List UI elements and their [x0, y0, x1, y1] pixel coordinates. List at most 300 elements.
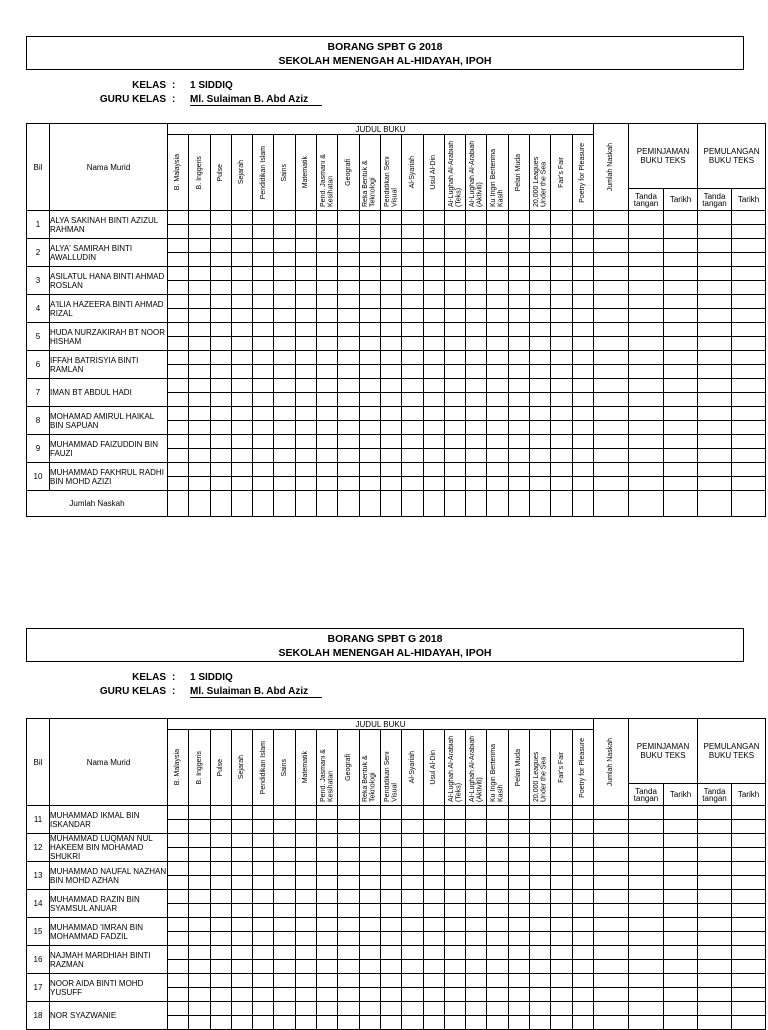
entry-cell[interactable]: [168, 848, 189, 862]
entry-cell[interactable]: [231, 904, 252, 918]
entry-cell[interactable]: [380, 1002, 401, 1016]
entry-cell[interactable]: [594, 806, 629, 820]
entry-cell[interactable]: [231, 932, 252, 946]
entry-cell[interactable]: [168, 862, 189, 876]
entry-cell[interactable]: [189, 890, 210, 904]
entry-cell[interactable]: [594, 946, 629, 960]
entry-cell[interactable]: [444, 281, 465, 295]
entry-cell[interactable]: [508, 435, 529, 449]
entry-cell[interactable]: [380, 834, 401, 848]
entry-cell[interactable]: [423, 295, 444, 309]
entry-cell[interactable]: [317, 862, 338, 876]
entry-cell[interactable]: [253, 820, 274, 834]
entry-cell[interactable]: [317, 253, 338, 267]
entry-cell[interactable]: [402, 932, 423, 946]
entry-cell[interactable]: [210, 876, 231, 890]
entry-cell[interactable]: [698, 253, 732, 267]
entry-cell[interactable]: [338, 365, 359, 379]
entry-cell[interactable]: [466, 463, 487, 477]
entry-cell[interactable]: [466, 295, 487, 309]
entry-cell[interactable]: [317, 407, 338, 421]
entry-cell[interactable]: [189, 365, 210, 379]
entry-cell[interactable]: [210, 904, 231, 918]
entry-cell[interactable]: [210, 946, 231, 960]
entry-cell[interactable]: [466, 1002, 487, 1016]
entry-cell[interactable]: [530, 876, 551, 890]
entry-cell[interactable]: [295, 351, 316, 365]
entry-cell[interactable]: [551, 960, 572, 974]
entry-cell[interactable]: [664, 407, 698, 421]
entry-cell[interactable]: [359, 421, 380, 435]
entry-cell[interactable]: [295, 421, 316, 435]
entry-cell[interactable]: [629, 1016, 664, 1030]
entry-cell[interactable]: [530, 435, 551, 449]
total-cell[interactable]: [253, 491, 274, 517]
entry-cell[interactable]: [466, 421, 487, 435]
entry-cell[interactable]: [231, 834, 252, 848]
entry-cell[interactable]: [380, 435, 401, 449]
entry-cell[interactable]: [508, 393, 529, 407]
entry-cell[interactable]: [231, 393, 252, 407]
entry-cell[interactable]: [466, 932, 487, 946]
entry-cell[interactable]: [317, 974, 338, 988]
entry-cell[interactable]: [664, 449, 698, 463]
entry-cell[interactable]: [698, 309, 732, 323]
entry-cell[interactable]: [338, 379, 359, 393]
total-cell[interactable]: [359, 491, 380, 517]
entry-cell[interactable]: [359, 211, 380, 225]
entry-cell[interactable]: [487, 309, 508, 323]
entry-cell[interactable]: [423, 834, 444, 848]
entry-cell[interactable]: [253, 988, 274, 1002]
entry-cell[interactable]: [508, 351, 529, 365]
entry-cell[interactable]: [380, 974, 401, 988]
entry-cell[interactable]: [210, 281, 231, 295]
entry-cell[interactable]: [530, 239, 551, 253]
entry-cell[interactable]: [664, 393, 698, 407]
entry-cell[interactable]: [508, 323, 529, 337]
entry-cell[interactable]: [168, 876, 189, 890]
entry-cell[interactable]: [594, 918, 629, 932]
entry-cell[interactable]: [551, 295, 572, 309]
entry-cell[interactable]: [629, 323, 664, 337]
entry-cell[interactable]: [210, 379, 231, 393]
entry-cell[interactable]: [698, 477, 732, 491]
entry-cell[interactable]: [253, 477, 274, 491]
entry-cell[interactable]: [698, 904, 732, 918]
entry-cell[interactable]: [594, 988, 629, 1002]
entry-cell[interactable]: [664, 806, 698, 820]
entry-cell[interactable]: [210, 960, 231, 974]
entry-cell[interactable]: [629, 267, 664, 281]
entry-cell[interactable]: [487, 932, 508, 946]
entry-cell[interactable]: [594, 820, 629, 834]
entry-cell[interactable]: [530, 421, 551, 435]
entry-cell[interactable]: [466, 988, 487, 1002]
entry-cell[interactable]: [317, 281, 338, 295]
entry-cell[interactable]: [698, 918, 732, 932]
entry-cell[interactable]: [359, 267, 380, 281]
entry-cell[interactable]: [629, 848, 664, 862]
entry-cell[interactable]: [551, 876, 572, 890]
entry-cell[interactable]: [402, 225, 423, 239]
total-cell[interactable]: [295, 491, 316, 517]
entry-cell[interactable]: [274, 477, 295, 491]
entry-cell[interactable]: [732, 267, 766, 281]
entry-cell[interactable]: [629, 463, 664, 477]
entry-cell[interactable]: [508, 421, 529, 435]
entry-cell[interactable]: [551, 225, 572, 239]
entry-cell[interactable]: [487, 351, 508, 365]
entry-cell[interactable]: [380, 225, 401, 239]
entry-cell[interactable]: [210, 932, 231, 946]
entry-cell[interactable]: [594, 323, 629, 337]
entry-cell[interactable]: [231, 211, 252, 225]
entry-cell[interactable]: [338, 239, 359, 253]
entry-cell[interactable]: [231, 820, 252, 834]
entry-cell[interactable]: [402, 211, 423, 225]
entry-cell[interactable]: [444, 393, 465, 407]
entry-cell[interactable]: [629, 1002, 664, 1016]
entry-cell[interactable]: [732, 351, 766, 365]
entry-cell[interactable]: [253, 862, 274, 876]
entry-cell[interactable]: [466, 960, 487, 974]
entry-cell[interactable]: [444, 295, 465, 309]
entry-cell[interactable]: [629, 225, 664, 239]
entry-cell[interactable]: [466, 974, 487, 988]
entry-cell[interactable]: [508, 477, 529, 491]
entry-cell[interactable]: [487, 890, 508, 904]
entry-cell[interactable]: [423, 932, 444, 946]
entry-cell[interactable]: [210, 1002, 231, 1016]
entry-cell[interactable]: [664, 918, 698, 932]
entry-cell[interactable]: [380, 351, 401, 365]
entry-cell[interactable]: [168, 211, 189, 225]
entry-cell[interactable]: [466, 393, 487, 407]
entry-cell[interactable]: [664, 932, 698, 946]
entry-cell[interactable]: [487, 477, 508, 491]
entry-cell[interactable]: [402, 351, 423, 365]
entry-cell[interactable]: [551, 932, 572, 946]
entry-cell[interactable]: [664, 435, 698, 449]
entry-cell[interactable]: [466, 477, 487, 491]
entry-cell[interactable]: [530, 365, 551, 379]
entry-cell[interactable]: [274, 1016, 295, 1030]
entry-cell[interactable]: [551, 806, 572, 820]
entry-cell[interactable]: [629, 932, 664, 946]
entry-cell[interactable]: [295, 281, 316, 295]
entry-cell[interactable]: [664, 988, 698, 1002]
entry-cell[interactable]: [487, 393, 508, 407]
entry-cell[interactable]: [295, 267, 316, 281]
entry-cell[interactable]: [594, 365, 629, 379]
entry-cell[interactable]: [274, 337, 295, 351]
entry-cell[interactable]: [698, 449, 732, 463]
entry-cell[interactable]: [210, 295, 231, 309]
entry-cell[interactable]: [551, 974, 572, 988]
entry-cell[interactable]: [732, 211, 766, 225]
entry-cell[interactable]: [423, 890, 444, 904]
entry-cell[interactable]: [380, 309, 401, 323]
entry-cell[interactable]: [380, 890, 401, 904]
entry-cell[interactable]: [189, 407, 210, 421]
entry-cell[interactable]: [572, 918, 593, 932]
entry-cell[interactable]: [423, 239, 444, 253]
entry-cell[interactable]: [253, 421, 274, 435]
entry-cell[interactable]: [508, 960, 529, 974]
entry-cell[interactable]: [572, 421, 593, 435]
entry-cell[interactable]: [664, 211, 698, 225]
entry-cell[interactable]: [317, 960, 338, 974]
entry-cell[interactable]: [210, 365, 231, 379]
entry-cell[interactable]: [274, 1002, 295, 1016]
entry-cell[interactable]: [551, 449, 572, 463]
entry-cell[interactable]: [423, 267, 444, 281]
entry-cell[interactable]: [168, 1002, 189, 1016]
entry-cell[interactable]: [295, 337, 316, 351]
entry-cell[interactable]: [317, 393, 338, 407]
total-cell[interactable]: [698, 491, 732, 517]
entry-cell[interactable]: [338, 463, 359, 477]
entry-cell[interactable]: [508, 848, 529, 862]
entry-cell[interactable]: [231, 239, 252, 253]
entry-cell[interactable]: [698, 267, 732, 281]
entry-cell[interactable]: [423, 463, 444, 477]
entry-cell[interactable]: [487, 806, 508, 820]
entry-cell[interactable]: [402, 463, 423, 477]
entry-cell[interactable]: [530, 960, 551, 974]
entry-cell[interactable]: [402, 393, 423, 407]
entry-cell[interactable]: [338, 337, 359, 351]
entry-cell[interactable]: [444, 337, 465, 351]
entry-cell[interactable]: [210, 435, 231, 449]
entry-cell[interactable]: [732, 421, 766, 435]
entry-cell[interactable]: [572, 365, 593, 379]
entry-cell[interactable]: [444, 351, 465, 365]
entry-cell[interactable]: [423, 421, 444, 435]
entry-cell[interactable]: [594, 309, 629, 323]
entry-cell[interactable]: [551, 435, 572, 449]
entry-cell[interactable]: [402, 946, 423, 960]
entry-cell[interactable]: [629, 309, 664, 323]
entry-cell[interactable]: [594, 337, 629, 351]
entry-cell[interactable]: [629, 820, 664, 834]
entry-cell[interactable]: [508, 309, 529, 323]
entry-cell[interactable]: [572, 351, 593, 365]
entry-cell[interactable]: [402, 407, 423, 421]
entry-cell[interactable]: [317, 239, 338, 253]
entry-cell[interactable]: [359, 862, 380, 876]
entry-cell[interactable]: [423, 848, 444, 862]
entry-cell[interactable]: [629, 337, 664, 351]
entry-cell[interactable]: [253, 918, 274, 932]
entry-cell[interactable]: [317, 806, 338, 820]
entry-cell[interactable]: [732, 225, 766, 239]
entry-cell[interactable]: [168, 932, 189, 946]
total-cell[interactable]: [594, 491, 629, 517]
entry-cell[interactable]: [466, 309, 487, 323]
entry-cell[interactable]: [189, 1002, 210, 1016]
entry-cell[interactable]: [380, 267, 401, 281]
entry-cell[interactable]: [732, 435, 766, 449]
entry-cell[interactable]: [168, 806, 189, 820]
entry-cell[interactable]: [402, 820, 423, 834]
entry-cell[interactable]: [594, 225, 629, 239]
entry-cell[interactable]: [231, 876, 252, 890]
entry-cell[interactable]: [338, 477, 359, 491]
entry-cell[interactable]: [629, 806, 664, 820]
entry-cell[interactable]: [732, 407, 766, 421]
entry-cell[interactable]: [487, 848, 508, 862]
entry-cell[interactable]: [423, 281, 444, 295]
entry-cell[interactable]: [698, 393, 732, 407]
entry-cell[interactable]: [295, 1016, 316, 1030]
entry-cell[interactable]: [664, 379, 698, 393]
entry-cell[interactable]: [338, 946, 359, 960]
entry-cell[interactable]: [466, 379, 487, 393]
entry-cell[interactable]: [253, 407, 274, 421]
entry-cell[interactable]: [487, 449, 508, 463]
entry-cell[interactable]: [338, 806, 359, 820]
entry-cell[interactable]: [572, 876, 593, 890]
entry-cell[interactable]: [508, 379, 529, 393]
entry-cell[interactable]: [274, 834, 295, 848]
entry-cell[interactable]: [168, 820, 189, 834]
entry-cell[interactable]: [444, 323, 465, 337]
entry-cell[interactable]: [338, 988, 359, 1002]
entry-cell[interactable]: [189, 820, 210, 834]
entry-cell[interactable]: [359, 253, 380, 267]
entry-cell[interactable]: [189, 932, 210, 946]
entry-cell[interactable]: [380, 918, 401, 932]
entry-cell[interactable]: [189, 393, 210, 407]
entry-cell[interactable]: [380, 253, 401, 267]
entry-cell[interactable]: [210, 323, 231, 337]
entry-cell[interactable]: [572, 960, 593, 974]
entry-cell[interactable]: [551, 281, 572, 295]
entry-cell[interactable]: [189, 421, 210, 435]
entry-cell[interactable]: [572, 281, 593, 295]
entry-cell[interactable]: [572, 379, 593, 393]
entry-cell[interactable]: [629, 253, 664, 267]
entry-cell[interactable]: [444, 988, 465, 1002]
entry-cell[interactable]: [168, 435, 189, 449]
entry-cell[interactable]: [295, 253, 316, 267]
entry-cell[interactable]: [274, 365, 295, 379]
entry-cell[interactable]: [295, 932, 316, 946]
entry-cell[interactable]: [423, 337, 444, 351]
entry-cell[interactable]: [338, 421, 359, 435]
entry-cell[interactable]: [487, 435, 508, 449]
entry-cell[interactable]: [508, 281, 529, 295]
entry-cell[interactable]: [466, 281, 487, 295]
entry-cell[interactable]: [572, 820, 593, 834]
entry-cell[interactable]: [189, 834, 210, 848]
entry-cell[interactable]: [210, 890, 231, 904]
entry-cell[interactable]: [253, 337, 274, 351]
entry-cell[interactable]: [317, 932, 338, 946]
entry-cell[interactable]: [423, 379, 444, 393]
entry-cell[interactable]: [444, 253, 465, 267]
entry-cell[interactable]: [530, 323, 551, 337]
entry-cell[interactable]: [380, 904, 401, 918]
entry-cell[interactable]: [274, 267, 295, 281]
entry-cell[interactable]: [664, 295, 698, 309]
entry-cell[interactable]: [295, 393, 316, 407]
entry-cell[interactable]: [732, 449, 766, 463]
entry-cell[interactable]: [253, 435, 274, 449]
entry-cell[interactable]: [359, 309, 380, 323]
entry-cell[interactable]: [594, 463, 629, 477]
entry-cell[interactable]: [380, 365, 401, 379]
entry-cell[interactable]: [338, 351, 359, 365]
entry-cell[interactable]: [253, 463, 274, 477]
entry-cell[interactable]: [732, 806, 766, 820]
entry-cell[interactable]: [530, 463, 551, 477]
entry-cell[interactable]: [444, 435, 465, 449]
entry-cell[interactable]: [274, 890, 295, 904]
entry-cell[interactable]: [380, 407, 401, 421]
entry-cell[interactable]: [402, 379, 423, 393]
entry-cell[interactable]: [487, 379, 508, 393]
entry-cell[interactable]: [402, 890, 423, 904]
entry-cell[interactable]: [594, 379, 629, 393]
entry-cell[interactable]: [551, 848, 572, 862]
entry-cell[interactable]: [629, 421, 664, 435]
entry-cell[interactable]: [210, 309, 231, 323]
entry-cell[interactable]: [317, 946, 338, 960]
entry-cell[interactable]: [530, 351, 551, 365]
entry-cell[interactable]: [594, 477, 629, 491]
entry-cell[interactable]: [508, 295, 529, 309]
entry-cell[interactable]: [594, 449, 629, 463]
entry-cell[interactable]: [551, 407, 572, 421]
entry-cell[interactable]: [359, 848, 380, 862]
entry-cell[interactable]: [274, 848, 295, 862]
entry-cell[interactable]: [572, 295, 593, 309]
entry-cell[interactable]: [210, 407, 231, 421]
entry-cell[interactable]: [317, 904, 338, 918]
entry-cell[interactable]: [698, 281, 732, 295]
entry-cell[interactable]: [732, 281, 766, 295]
entry-cell[interactable]: [402, 435, 423, 449]
entry-cell[interactable]: [466, 239, 487, 253]
entry-cell[interactable]: [359, 449, 380, 463]
entry-cell[interactable]: [189, 309, 210, 323]
entry-cell[interactable]: [444, 876, 465, 890]
entry-cell[interactable]: [423, 407, 444, 421]
entry-cell[interactable]: [359, 820, 380, 834]
entry-cell[interactable]: [402, 960, 423, 974]
entry-cell[interactable]: [508, 932, 529, 946]
entry-cell[interactable]: [732, 309, 766, 323]
entry-cell[interactable]: [508, 1002, 529, 1016]
entry-cell[interactable]: [466, 323, 487, 337]
entry-cell[interactable]: [168, 890, 189, 904]
entry-cell[interactable]: [444, 365, 465, 379]
entry-cell[interactable]: [338, 393, 359, 407]
entry-cell[interactable]: [168, 253, 189, 267]
entry-cell[interactable]: [698, 974, 732, 988]
total-cell[interactable]: [338, 491, 359, 517]
entry-cell[interactable]: [359, 379, 380, 393]
entry-cell[interactable]: [508, 806, 529, 820]
entry-cell[interactable]: [317, 365, 338, 379]
entry-cell[interactable]: [295, 295, 316, 309]
entry-cell[interactable]: [466, 834, 487, 848]
entry-cell[interactable]: [402, 309, 423, 323]
entry-cell[interactable]: [466, 904, 487, 918]
